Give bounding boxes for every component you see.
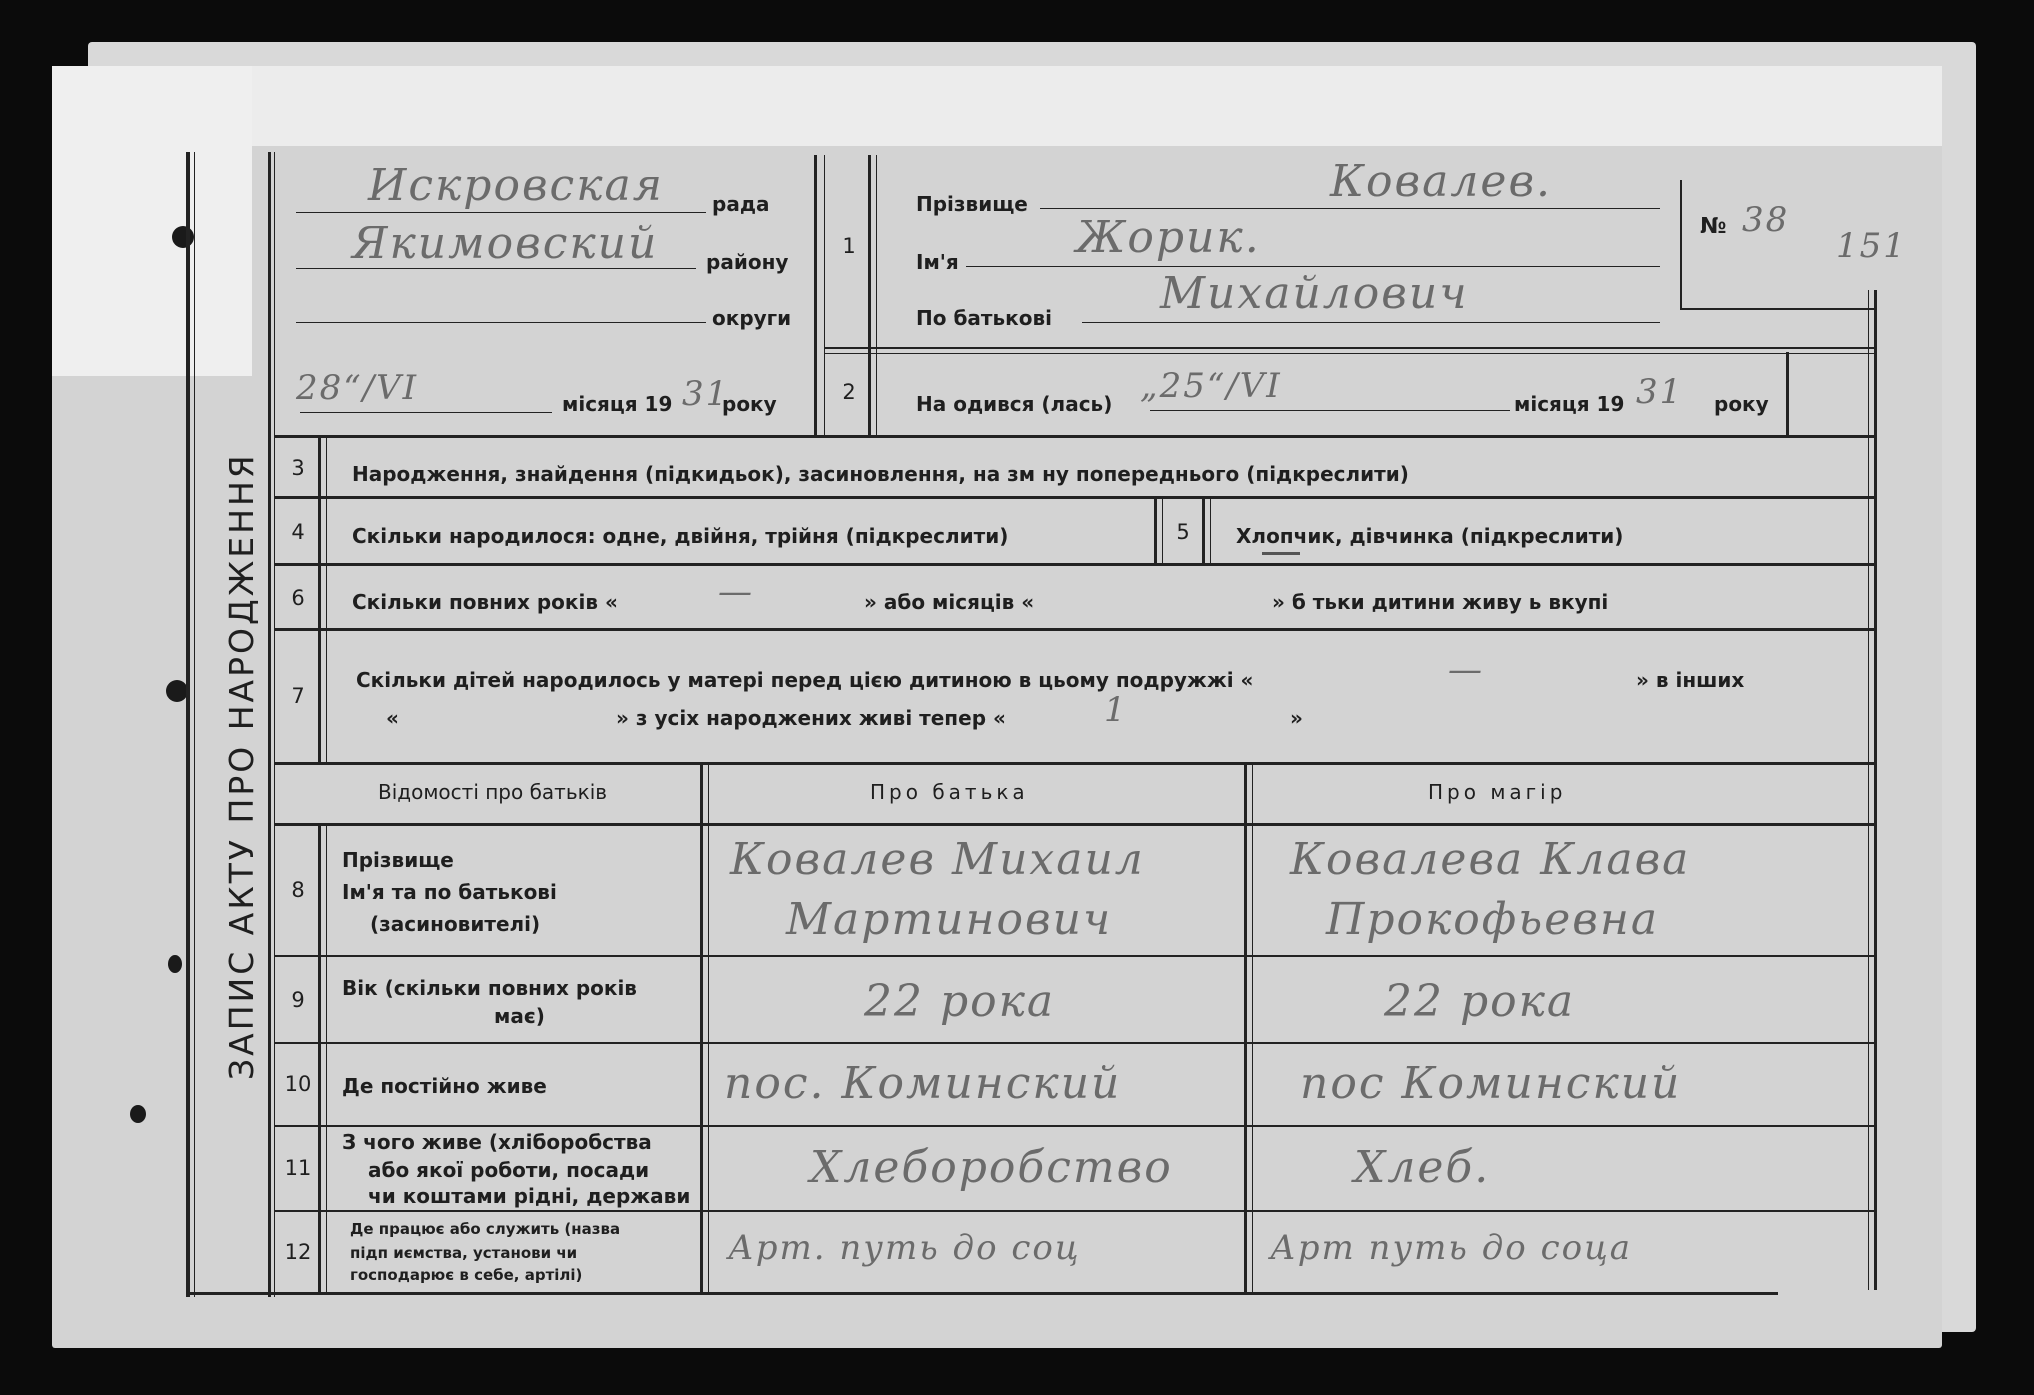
punch-hole bbox=[130, 1105, 146, 1123]
father-name-1: Ковалев Михаил bbox=[730, 834, 1145, 885]
rada-label: рада bbox=[712, 192, 770, 216]
workplace-label-2: підп иємства, установи чи bbox=[350, 1244, 578, 1262]
birth-year: 31 bbox=[1636, 372, 1684, 412]
vertical-title: ЗАПИС АКТУ ПРО НАРОДЖЕННЯ bbox=[222, 452, 261, 1080]
mother-name-1: Ковалева Клава bbox=[1290, 834, 1691, 885]
occupation-label-2: або якої роботи, посади bbox=[368, 1158, 650, 1182]
occupation-label-3: чи коштами рідні, держави bbox=[368, 1184, 691, 1208]
born-label: На одився (лась) bbox=[916, 392, 1113, 416]
age-tail: » б тьки дитини живу ь вкупі bbox=[1272, 590, 1609, 614]
row-number: 2 bbox=[842, 380, 856, 404]
age-months-label: » або місяців « bbox=[864, 590, 1035, 614]
year-label: року bbox=[1714, 392, 1769, 416]
parent-name-label-2: Ім'я та по батькові bbox=[342, 880, 557, 904]
age-years-label: Скільки повних років « bbox=[352, 590, 618, 614]
month-label: місяця 19 bbox=[562, 392, 673, 416]
parents-header-father: Про батька bbox=[870, 780, 1029, 804]
patronymic-label: По батькові bbox=[916, 306, 1052, 330]
children-count-value: — bbox=[1448, 650, 1484, 690]
residence-label: Де постійно живе bbox=[342, 1074, 547, 1098]
row-number: 8 bbox=[291, 878, 305, 902]
age-years-value: — bbox=[718, 572, 754, 612]
father-workplace: Арт. путь до соц bbox=[728, 1228, 1081, 1268]
children-count-line1: Скільки дітей народилось у матері перед цією дитиною в цьому подружжі « bbox=[356, 668, 1254, 692]
father-residence: пос. Коминский bbox=[724, 1058, 1122, 1109]
occupation-label-1: З чого живе (хліборобства bbox=[342, 1130, 652, 1154]
row-number: 4 bbox=[291, 520, 305, 544]
okrug-label: округи bbox=[712, 306, 792, 330]
torn-top-edge bbox=[252, 66, 1942, 146]
age-label-1: Вік (скільки повних років bbox=[342, 976, 637, 1000]
punch-hole bbox=[166, 680, 188, 702]
row-number: 10 bbox=[284, 1072, 312, 1096]
row-number: 3 bbox=[291, 456, 305, 480]
record-number-value: 38 bbox=[1742, 200, 1790, 240]
month-label: місяця 19 bbox=[1514, 392, 1625, 416]
father-age: 22 рока bbox=[864, 976, 1056, 1027]
mother-name-2: Прокофьевна bbox=[1326, 894, 1660, 945]
row-number: 7 bbox=[291, 684, 305, 708]
row-number: 11 bbox=[284, 1156, 312, 1180]
torn-corner bbox=[52, 66, 252, 376]
child-patronymic: Михайлович bbox=[1160, 268, 1469, 319]
name-label: Ім'я bbox=[916, 250, 959, 274]
birth-count-text: Скільки народилося: одне, двійня, трійня (підкреслити) bbox=[352, 524, 1009, 548]
birth-date: „25“/VI bbox=[1140, 366, 1282, 406]
child-name: Жорик. bbox=[1076, 212, 1261, 263]
mother-workplace: Арт путь до соца bbox=[1270, 1228, 1633, 1268]
row-number: 5 bbox=[1176, 520, 1190, 544]
parent-name-label-3: (засиновителі) bbox=[370, 912, 541, 936]
registration-year: 31 bbox=[682, 374, 730, 414]
raion-value: Якимовский bbox=[352, 218, 659, 269]
sex-text: Хлопчик, дівчинка (підкреслити) bbox=[1236, 524, 1624, 548]
mother-occupation: Хлеб. bbox=[1354, 1142, 1491, 1193]
workplace-label-1: Де працює або служить (назва bbox=[350, 1220, 621, 1238]
sex-underline bbox=[1262, 552, 1300, 555]
surname-label: Прізвище bbox=[916, 192, 1028, 216]
children-alive-value: 1 bbox=[1104, 690, 1128, 730]
children-close-quote: » bbox=[1290, 706, 1303, 730]
row-number: 9 bbox=[291, 988, 305, 1012]
rada-value: Искровская bbox=[368, 160, 664, 211]
raion-label: району bbox=[706, 250, 789, 274]
mother-residence: пос Коминский bbox=[1300, 1058, 1682, 1109]
punch-hole bbox=[172, 226, 194, 248]
row-number: 1 bbox=[842, 234, 856, 258]
row-number: 12 bbox=[284, 1240, 312, 1264]
age-label-2: має) bbox=[494, 1004, 545, 1028]
children-alive-label: » з усіх народжених живі тепер « bbox=[616, 706, 1006, 730]
punch-hole bbox=[168, 955, 182, 973]
father-name-2: Мартинович bbox=[786, 894, 1113, 945]
father-occupation: Хлеборобство bbox=[810, 1142, 1173, 1193]
child-surname: Ковалев. bbox=[1330, 156, 1553, 207]
children-open-quote: « bbox=[386, 706, 399, 730]
parents-header-mother: Про магір bbox=[1428, 780, 1567, 804]
workplace-label-3: господарює в себе, артілі) bbox=[350, 1266, 583, 1284]
year-label: року bbox=[722, 392, 777, 416]
birth-type-text: Народження, знайдення (підкидьок), засиновлення, на зм ну попереднього (підкреслити) bbox=[352, 462, 1409, 486]
mother-age: 22 рока bbox=[1384, 976, 1576, 1027]
registration-date: 28“/VI bbox=[296, 368, 419, 408]
row-number: 6 bbox=[291, 586, 305, 610]
record-number-label: № bbox=[1700, 214, 1727, 239]
record-number-extra: 151 bbox=[1836, 226, 1907, 266]
parents-header-info: Відомості про батьків bbox=[378, 780, 608, 804]
children-count-other: » в інших bbox=[1636, 668, 1745, 692]
parent-name-label-1: Прізвище bbox=[342, 848, 454, 872]
